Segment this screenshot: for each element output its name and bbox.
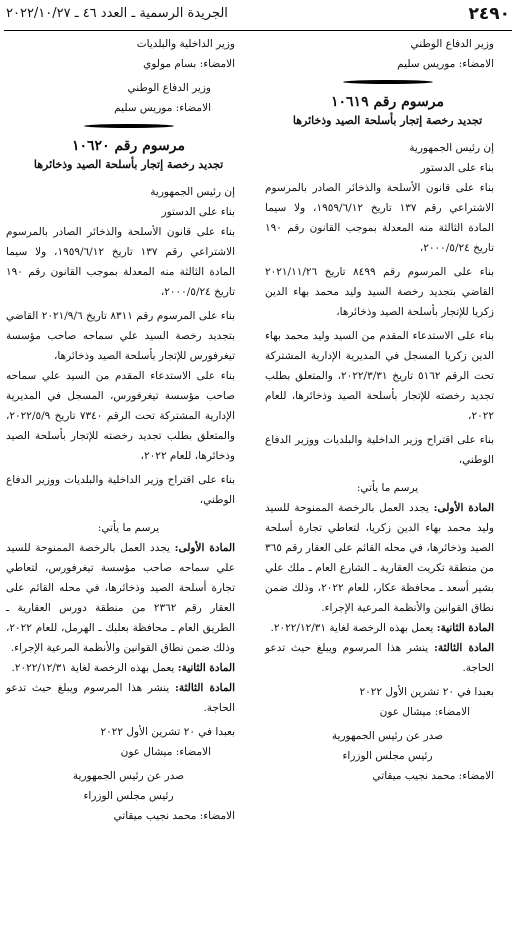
decree-number: مرسوم رقم ١٠٦١٩ [331, 94, 444, 110]
decree-opening: إن رئيس الجمهورية [150, 186, 235, 198]
right-column [265, 34, 510, 786]
decree-recital: بناء على اقتراح وزير الداخلية والبلديات ووزير الدفاع الوطني، [6, 474, 235, 506]
article-label: المادة الثانية: [436, 622, 494, 634]
decree-title: تجديد رخصة إتجار بأسلحة الصيد وذخائرها [292, 114, 483, 127]
article-text: يعمل بهذه الرخصة لغاية ٢٠٢٢/١٢/٣١. [11, 662, 178, 674]
prime-minister-role: رئيس مجلس الوزراء [342, 750, 433, 762]
minister-signature: الامضاء: موريس سليم [114, 102, 211, 114]
article-label: المادة الثالثة: [433, 642, 495, 654]
president-signature: الامضاء: ميشال عون [120, 746, 211, 758]
decree-article-1 [6, 538, 251, 658]
decree-date: بعبدا في ٢٠ تشرين الأول ٢٠٢٢ [100, 726, 235, 738]
article-text: ينشر هذا المرسوم ويبلغ حيث تدعو الحاجة. [6, 682, 235, 714]
decree-recital: بناء على المرسوم رقم ٨٣١١ تاريخ ٢٠٢١/٩/٦ القاضي بتجديد رخصة السيد علي سماحه صاحب مؤسسة تيغرفورس للإتجار بأسلحة الصيد وذخائرها، [6, 310, 235, 362]
minister-role: وزير الدفاع الوطني [410, 38, 494, 50]
decree-recital: بناء على قانون الأسلحة والذخائر الصادر بالمرسوم الاشتراعي رقم ١٣٧ تاريخ ١٩٥٩/٦/١٢، ولا سيما المادة الثالثة منه المعدلة بموجب القانون رقم ١٩٠ تاريخ ٢٠٠٠/٥/٢٤، [265, 182, 494, 254]
prime-minister-signature: الامضاء: محمد نجيب ميقاتي [113, 810, 235, 822]
decree-article-1 [265, 498, 510, 618]
article-text: يعمل بهذه الرخصة لغاية ٢٠٢٢/١٢/٣١. [270, 622, 437, 634]
decree-recital: بناء على الاستدعاء المقدم من السيد علي سماحه صاحب مؤسسة تيغرفورس، المسجل في المديرية الإدارية المشتركة تحت الرقم ٧٣٤٠ تاريخ ٢٠٢٢/٥/٩، والمتعلق بطلب تجديد رخصته للإتجار بأسلحة الصيد وذخائرها، للعام ٢٠٢٢، [6, 370, 235, 462]
prime-minister-role: رئيس مجلس الوزراء [83, 790, 174, 802]
decree-separator [343, 80, 433, 84]
decree-article-3 [6, 678, 251, 718]
gazette-title: الجريدة الرسمية ـ العدد ٤٦ ـ ٢٠٢٢/١٠/٢٧ [6, 6, 228, 21]
article-label: المادة الأولى: [174, 542, 235, 554]
page-number: ٢٤٩٠ [468, 4, 510, 24]
issued-by: صدر عن رئيس الجمهورية [331, 730, 444, 742]
decree-constitution: بناء على الدستور [161, 206, 235, 218]
prime-minister-signature: الامضاء: محمد نجيب ميقاتي [372, 770, 494, 782]
article-text: يجدد العمل بالرخصة الممنوحة للسيد وليد محمد بهاء الدين زكريا، لتعاطي تجارة أسلحة الصيد وذخائرها، في محله القائم على العقار رقم ٣٦٥ من منطقة تكريت العقارية ـ الشارع العام ـ ملك علي بشير أسعد ـ محافظة عكار، للعام ٢٠٢٢، وذلك ضمن نطاق القوانين والأنظمة المرعية الإجراء. [265, 502, 495, 614]
article-text: ينشر هذا المرسوم ويبلغ حيث تدعو الحاجة. [265, 642, 494, 674]
page-header [6, 2, 510, 28]
header-rule [4, 30, 512, 31]
decree-enactment: يرسم ما يأتي: [97, 522, 160, 534]
minister-signature: الامضاء: موريس سليم [397, 58, 494, 70]
decree-date: بعبدا في ٢٠ تشرين الأول ٢٠٢٢ [359, 686, 494, 698]
decree-article-2 [6, 658, 251, 678]
decree-opening: إن رئيس الجمهورية [409, 142, 494, 154]
decree-recital: بناء على قانون الأسلحة والذخائر الصادر بالمرسوم الاشتراعي رقم ١٣٧ تاريخ ١٩٥٩/٦/١٢، ولا سيما المادة الثالثة منه المعدلة بموجب القانون رقم ١٩٠ تاريخ ٢٠٠٠/٥/٢٤، [6, 226, 235, 298]
article-label: المادة الأولى: [433, 502, 494, 514]
article-label: المادة الثانية: [177, 662, 235, 674]
issued-by: صدر عن رئيس الجمهورية [72, 770, 185, 782]
minister-role: وزير الداخلية والبلديات [136, 38, 235, 50]
decree-enactment: يرسم ما يأتي: [356, 482, 419, 494]
decree-separator [84, 124, 174, 128]
decree-recital: بناء على اقتراح وزير الداخلية والبلديات ووزير الدفاع الوطني، [265, 434, 494, 466]
minister-role: وزير الدفاع الوطني [127, 82, 211, 94]
decree-recital: بناء على المرسوم رقم ٨٤٩٩ تاريخ ٢٠٢١/١١/٢٦ القاضي بتجديد رخصة السيد وليد محمد بهاء الدين زكريا للإتجار بأسلحة الصيد وذخائرها، [265, 266, 494, 318]
decree-article-3 [265, 638, 510, 678]
decree-number: مرسوم رقم ١٠٦٢٠ [72, 138, 185, 154]
decree-constitution: بناء على الدستور [420, 162, 494, 174]
president-signature: الامضاء: ميشال عون [379, 706, 470, 718]
decree-recital: بناء على الاستدعاء المقدم من السيد وليد محمد بهاء الدين زكريا المسجل في المديرية الإدارية المشتركة تحت الرقم ٥١٦٢ تاريخ ٢٠٢٢/٣/٣١، والمتعلق بطلب تجديد رخصته للإتجار بأسلحة الصيد وذخائرها، للعام ٢٠٢٢، [265, 330, 494, 422]
minister-signature: الامضاء: بسام مولوي [143, 58, 235, 70]
article-text: يجدد العمل بالرخصة الممنوحة للسيد علي سماحه صاحب مؤسسة تيغرفورس، لتعاطي تجارة أسلحة الصيد وذخائرها، في محله القائم على العقار رقم ٢٣٦٢ من منطقة دورس العقارية ـ الطريق العام ـ محافظة بعلبك ـ الهرمل، للعام ٢٠٢٢، وذلك ضمن نطاق القوانين والأنظمة المرعية الإجراء. [6, 542, 235, 654]
article-label: المادة الثالثة: [174, 682, 236, 694]
decree-article-2 [265, 618, 510, 638]
left-column [6, 34, 251, 826]
decree-title: تجديد رخصة إتجار بأسلحة الصيد وذخائرها [33, 158, 224, 171]
